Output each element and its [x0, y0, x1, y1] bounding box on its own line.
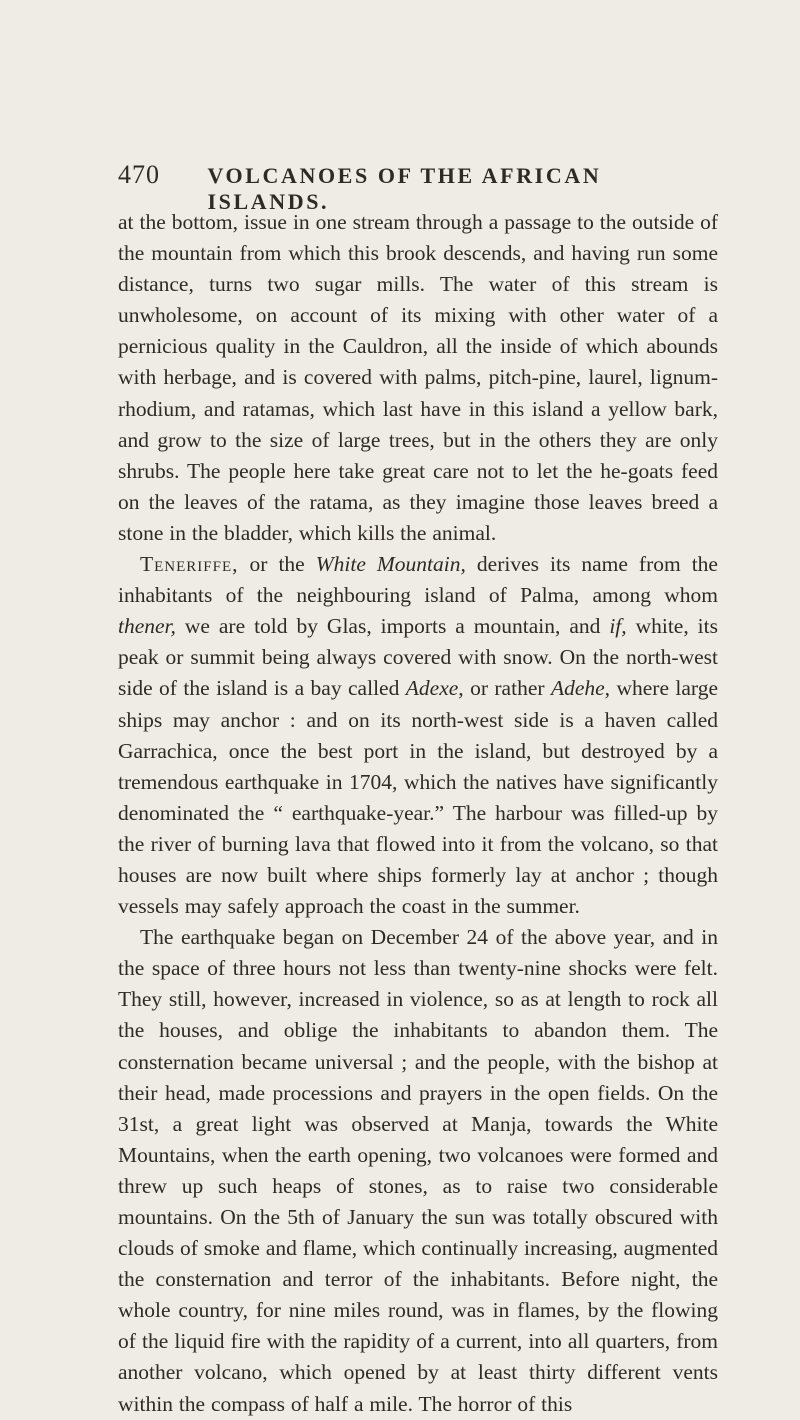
italic-if: if, [609, 614, 627, 639]
paragraph-2-text-a: or the [238, 552, 316, 577]
paragraph-2 [118, 549, 718, 922]
paragraph-2-text-d: white, its peak or summit being always covered with snow. On the north-west side of the island is a bay called [118, 614, 718, 701]
italic-adexe: Adexe, [405, 676, 464, 701]
paragraph-1: at the bottom, issue in one stream through a passage to the outside of the mountain from which this brook descends, and having run some distance, turns two sugar mills. The water of this stream is unwholesome, on account of its mixing with other water of a pernicious quality in the Cauldron, all the inside of which abounds with herbage, and is covered with palms, pitch-pine, laurel, lignum-rhodium, and ratamas, which last have in this island a yellow bark, and grow to the size of large trees, but in the others they are only shrubs. The people here take great care not to let the he-goats feed on the leaves of the ratama, as they imagine those leaves breed a stone in the bladder, which kills the animal. [118, 210, 718, 545]
paragraph-2-text-c: we are told by Glas, imports a mountain, and [175, 614, 610, 639]
italic-thener: thener, [118, 614, 176, 639]
italic-white-mountain: White Mountain, [315, 552, 466, 577]
italic-adehe: Adehe, [550, 676, 611, 701]
body-text [118, 207, 718, 1420]
paragraph-2-text-e: or rather [463, 676, 551, 701]
page-number: 470 [118, 160, 160, 189]
running-title: VOLCANOES OF THE AFRICAN ISLANDS. [207, 163, 602, 214]
paragraph-3: The earthquake began on December 24 of the above year, and in the space of three hours not less than twenty-nine shocks were felt. They still, however, increased in violence, so as at length to rock all the houses, and oblige the inhabitants to abandon them. The consternation became universal ; and the people, with the bishop at their head, made processions and prayers in the open fields. On the 31st, a great light was observed at Manja, towards the White Mountains, when the earth opening, two volcanoes were formed and threw up such heaps of stones, as to raise two considerable mountains. On the 5th of January the sun was totally obscured with clouds of smoke and flame, which continually increasing, augmented the consternation and terror of the inhabitants. Before night, the whole country, for nine miles round, was in flames, by the flowing of the liquid fire with the rapidity of a current, into all quarters, from another volcano, which opened by at least thirty different vents within the compass of half a mile. The horror of this [118, 925, 718, 1416]
paragraph-2-text-f: where large ships may anchor : and on its north-west side is a haven called Garrachica, once the best port in the island, but destroyed by a tremendous earthquake in 1704, which the natives have significantly denominated the “ earthquake-year.” The harbour was filled-up by the river of burning lava that flowed into it from the volcano, so that houses are now built where ships formerly lay at anchor ; though vessels may safely approach the coast in the summer. [118, 676, 718, 919]
lead-word: Teneriffe, [140, 552, 239, 577]
paragraph-2-text-b: derives its name from the inhabitants of the neighbouring island of Palma, among whom [118, 552, 718, 608]
